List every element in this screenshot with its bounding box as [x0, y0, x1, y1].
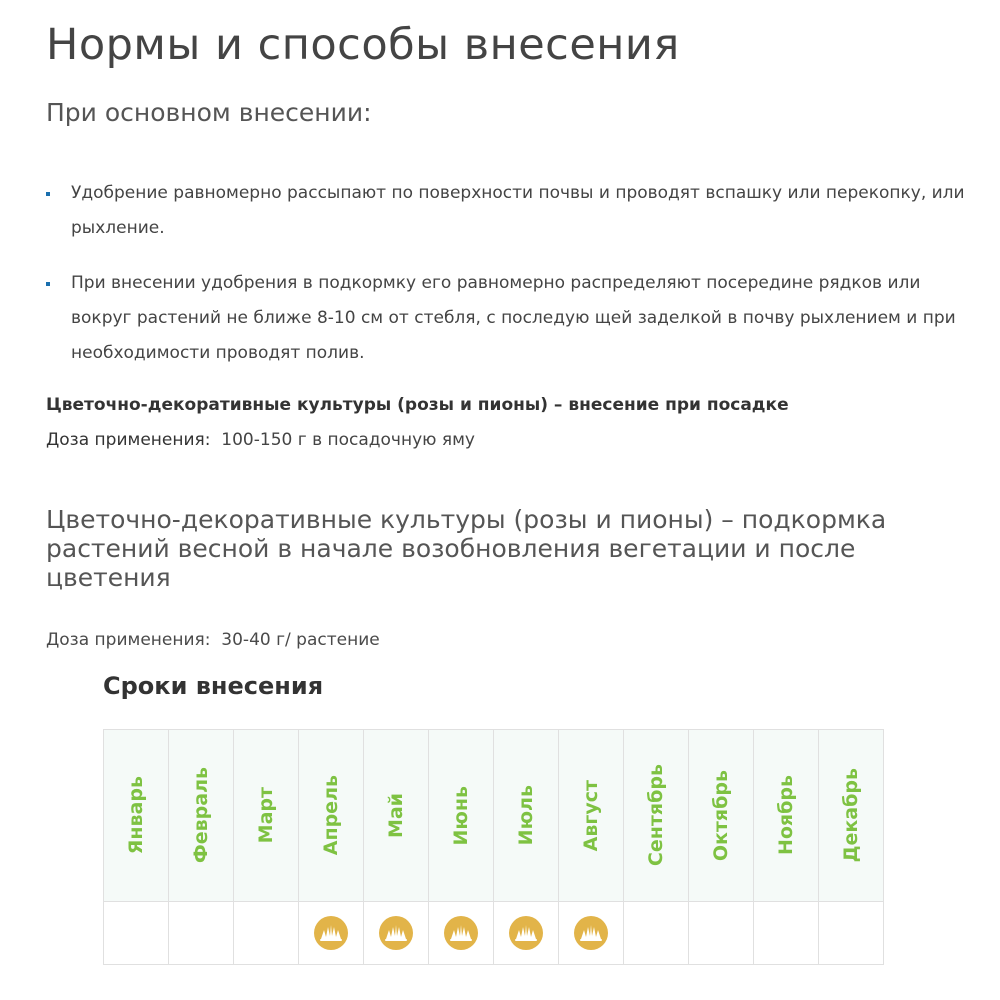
application-cell [624, 902, 689, 965]
month-header-wrap [559, 730, 623, 901]
month-header-cell [364, 730, 429, 902]
feeding-dose-label: Доза применения: [46, 630, 211, 650]
month-header-wrap [299, 730, 363, 901]
schedule-title: Сроки внесения [103, 672, 324, 700]
month-header-wrap [104, 730, 168, 901]
month-label: Июнь [450, 785, 472, 846]
application-cell [559, 902, 624, 965]
grass-application-icon [508, 915, 544, 951]
month-label: Январь [125, 776, 147, 855]
month-header-cell [299, 730, 364, 902]
application-cell [689, 902, 754, 965]
page-title: Нормы и способы внесения [46, 20, 680, 70]
month-header-cell [819, 730, 884, 902]
month-label: Декабрь [840, 768, 862, 863]
application-bullet-list [46, 176, 971, 391]
month-label: Май [385, 792, 407, 839]
schedule-table [103, 729, 884, 965]
month-label: Октябрь [710, 769, 732, 862]
application-cell [819, 902, 884, 965]
month-header-wrap [819, 730, 883, 901]
month-header-cell [624, 730, 689, 902]
application-cell [169, 902, 234, 965]
month-label: Ноябрь [775, 775, 797, 856]
planting-dose [46, 430, 475, 450]
application-cell [299, 902, 364, 965]
month-header-wrap [234, 730, 298, 901]
bullet-item [46, 176, 971, 246]
month-header-wrap [429, 730, 493, 901]
feeding-dose-value: 30-40 г/ растение [221, 630, 380, 650]
application-cell [364, 902, 429, 965]
month-label: Август [580, 779, 602, 852]
feeding-heading: Цветочно-декоративные культуры (розы и пионы) – подкормка растений весной в начале возобновления вегетации и после цветения [46, 505, 887, 592]
month-header-cell [494, 730, 559, 902]
month-header-wrap [364, 730, 428, 901]
grass-application-icon [573, 915, 609, 951]
bullet-item [46, 266, 971, 371]
application-cell [234, 902, 299, 965]
month-header-cell [689, 730, 754, 902]
bullet-text: При внесении удобрения в подкормку его равномерно распределяют посередине рядков или вокруг растений не ближе 8-10 см от стебля, с последую щей заделкой в почву рыхлением и при необходимости проводят полив. [71, 273, 956, 363]
grass-application-icon [443, 915, 479, 951]
bullet-marker [46, 282, 50, 286]
month-label: Февраль [190, 767, 212, 864]
planting-dose-value: 100-150 г в посадочную яму [221, 430, 475, 450]
month-label: Июль [515, 785, 537, 846]
month-header-cell [234, 730, 299, 902]
month-header-cell [169, 730, 234, 902]
feeding-dose [46, 630, 380, 650]
month-header-wrap [624, 730, 688, 901]
application-cell [754, 902, 819, 965]
bullet-marker [46, 192, 50, 196]
month-header-cell [559, 730, 624, 902]
month-header-cell [429, 730, 494, 902]
month-header-cell [104, 730, 169, 902]
planting-heading: Цветочно-декоративные культуры (розы и пионы) – внесение при посадке [46, 395, 789, 415]
month-header-wrap [689, 730, 753, 901]
month-label: Март [255, 787, 277, 844]
month-header-wrap [754, 730, 818, 901]
grass-application-icon [378, 915, 414, 951]
planting-dose-label: Доза применения: [46, 430, 211, 450]
month-label: Апрель [320, 775, 342, 856]
application-cell [429, 902, 494, 965]
month-header-wrap [494, 730, 558, 901]
month-header-row [104, 730, 884, 902]
main-application-subtitle: При основном внесении: [46, 98, 372, 127]
grass-application-icon [313, 915, 349, 951]
month-label: Сентябрь [645, 764, 667, 867]
application-cell [494, 902, 559, 965]
bullet-text: Удобрение равномерно рассыпают по поверхности почвы и проводят вспашку или перекопку, или рыхление. [71, 183, 965, 238]
month-header-cell [754, 730, 819, 902]
application-row [104, 902, 884, 965]
month-header-wrap [169, 730, 233, 901]
application-cell [104, 902, 169, 965]
